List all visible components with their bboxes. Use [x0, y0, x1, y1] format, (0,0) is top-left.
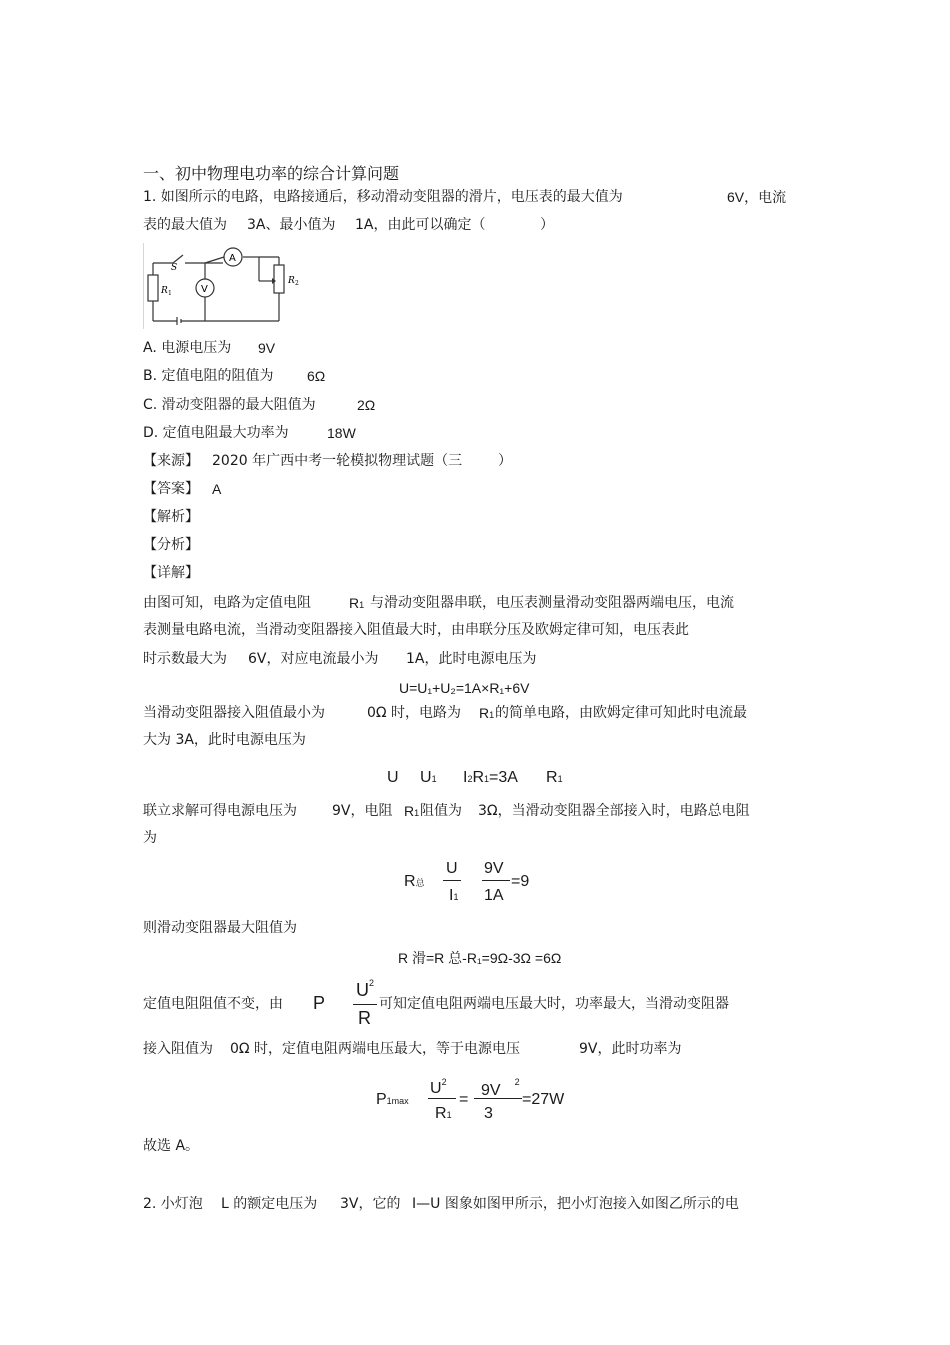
option-d-label: D. 定值电阻最大功率为: [143, 425, 289, 441]
switch-label: S: [171, 263, 178, 273]
detail-line9a: 定值电阻阻值不变，由: [143, 996, 283, 1012]
detail-line6a: 联立求解可得电源电压为: [143, 803, 297, 819]
eq3-den2: 1A: [484, 887, 504, 904]
eq3-r: R: [404, 873, 416, 890]
eq5-num2: 9V: [481, 1082, 501, 1099]
detail-line6-r-sub: 1: [414, 808, 420, 818]
option-c-label: C. 滑动变阻器的最大阻值为: [143, 397, 316, 413]
r2-sub: 2: [295, 280, 299, 287]
eq3-num1: U: [446, 860, 458, 877]
source-label: 【来源】: [143, 453, 199, 469]
option-d-value: 18W: [327, 425, 356, 441]
eq2-r-sub: 1: [484, 774, 490, 784]
equation-4: R 滑=R 总-R₁=9Ω-3Ω =6Ω: [398, 950, 562, 966]
detail-line3b: 6V，对应电流最小为: [248, 651, 379, 667]
power-den: R: [358, 1008, 371, 1028]
detail-line1-r: R: [349, 595, 360, 611]
equation-1: U=U₁+U₂=1A×R₁+6V: [399, 680, 530, 696]
detail-line6d: 阻值为: [420, 803, 462, 819]
eq5-num2-sup: 2: [514, 1077, 520, 1087]
eq5-den2: 3: [484, 1105, 493, 1122]
q1-stem-line2a: 表的最大值为: [143, 217, 227, 233]
detail-line10b: 0Ω 时，定值电阻两端电压最大，等于电源电压: [230, 1041, 521, 1057]
detail-line1-r-sub: 1: [359, 600, 365, 610]
eq2-i2-sub: 2: [467, 774, 473, 784]
source-text: 2020 年广西中考一轮模拟物理试题（三: [212, 453, 463, 469]
source-close: ）: [498, 453, 512, 469]
ammeter-icon: A: [229, 253, 236, 264]
eq2-r2-sub: 1: [557, 774, 563, 784]
q1-stem-line2d: ）: [540, 217, 554, 233]
eq5-result: =27W: [522, 1091, 565, 1108]
q1-stem-line1b: 6V，电流: [727, 189, 787, 205]
r1-sub: 1: [168, 290, 172, 297]
eq2-r2: R: [546, 769, 558, 786]
detail-line6e: 3Ω，当滑动变阻器全部接入时，电路总电阻: [478, 803, 750, 819]
eq3-num2: 9V: [484, 860, 504, 877]
detail-line10c: 9V，此时功率为: [579, 1041, 682, 1057]
eq2-u: U: [387, 769, 399, 786]
option-b-value: 6Ω: [307, 368, 326, 384]
eq5-equals: =: [459, 1091, 469, 1108]
detail-line4d: 的简单电路，由欧姆定律可知此时电流最: [495, 705, 747, 721]
q2-part-d: I—U 图象如图甲所示，把小灯泡接入如图乙所示的电: [412, 1196, 739, 1212]
analysis-label: 【解析】: [143, 509, 199, 525]
option-a-value: 9V: [258, 340, 276, 356]
answer-label: 【答案】: [143, 481, 199, 497]
detail-line5: 大为 3A，此时电源电压为: [143, 732, 306, 748]
q1-stem-line2c: 1A，由此可以确定（: [355, 217, 486, 233]
eq5-num1: U: [430, 1080, 442, 1097]
eq2-u1: U: [420, 769, 432, 786]
detail-line10a: 接入阻值为: [143, 1041, 213, 1057]
detail-line4-r-sub: 1: [489, 710, 495, 720]
detail-line2: 表测量电路电流，当滑动变阻器接入阻值最大时，由串联分压及欧姆定律可知，电压表此: [143, 622, 689, 638]
eq2-i2: I: [463, 769, 468, 786]
conclusion: 故选 A。: [143, 1138, 200, 1154]
detail-line4a: 当滑动变阻器接入阻值最小为: [143, 705, 325, 721]
voltmeter-icon: V: [201, 284, 208, 295]
power-num-sup: 2: [369, 978, 375, 988]
section-title: 一、初中物理电功率的综合计算问题: [143, 164, 400, 183]
detail-label: 【详解】: [143, 565, 199, 581]
q2-part-a: 2. 小灯泡: [143, 1196, 203, 1212]
answer-value: A: [212, 481, 222, 497]
fenxi-label: 【分析】: [143, 537, 199, 553]
detail-line3c: 1A，此时电源电压为: [406, 651, 537, 667]
power-num: U: [356, 980, 369, 1000]
r1-label: R: [161, 286, 168, 296]
power-p: P: [313, 993, 326, 1013]
circuit-diagram: [143, 243, 307, 329]
q1-stem-line1a: 1. 如图所示的电路，电路接通后，移动滑动变阻器的滑片，电压表的最大值为: [143, 189, 623, 205]
detail-line6-r: R: [404, 803, 415, 819]
eq5-num1-sup: 2: [441, 1077, 447, 1087]
option-c-value: 2Ω: [357, 397, 376, 413]
option-b-label: B. 定值电阻的阻值为: [143, 368, 274, 384]
eq2-r: R: [472, 769, 485, 786]
eq3-result: =9: [511, 873, 530, 890]
detail-line1a: 由图可知，电路为定值电阻: [143, 595, 311, 611]
q2-part-c: 3V，它的: [340, 1196, 401, 1212]
eq3-den1: I: [449, 887, 454, 904]
detail-line8: 则滑动变阻器最大阻值为: [143, 920, 297, 936]
q1-stem-line2b: 3A、最小值为: [247, 217, 336, 233]
eq3-r-sub: 总: [415, 878, 425, 888]
detail-line4b: 0Ω 时，电路为: [367, 705, 462, 721]
detail-line9b: 可知定值电阻两端电压最大时，功率最大，当滑动变阻器: [379, 996, 729, 1012]
r2-label: R: [288, 276, 295, 286]
eq3-den1-sub: 1: [453, 892, 459, 902]
option-a-label: A. 电源电压为: [143, 340, 232, 356]
eq5-den1: R: [435, 1105, 447, 1122]
eq5-p: P: [376, 1091, 387, 1108]
detail-line7: 为: [143, 830, 157, 846]
detail-line1c: 与滑动变阻器串联，电压表测量滑动变阻器两端电压，电流: [370, 595, 734, 611]
eq2-mid: =3A: [489, 769, 518, 786]
detail-line3a: 时示数最大为: [143, 651, 227, 667]
detail-line4-r: R: [479, 705, 490, 721]
eq5-den1-sub: 1: [446, 1110, 452, 1120]
eq5-p-sub: 1max: [386, 1096, 409, 1106]
eq2-u1-sub: 1: [431, 774, 437, 784]
detail-line6b: 9V，电阻: [332, 803, 393, 819]
q2-part-b: L 的额定电压为: [221, 1196, 318, 1212]
